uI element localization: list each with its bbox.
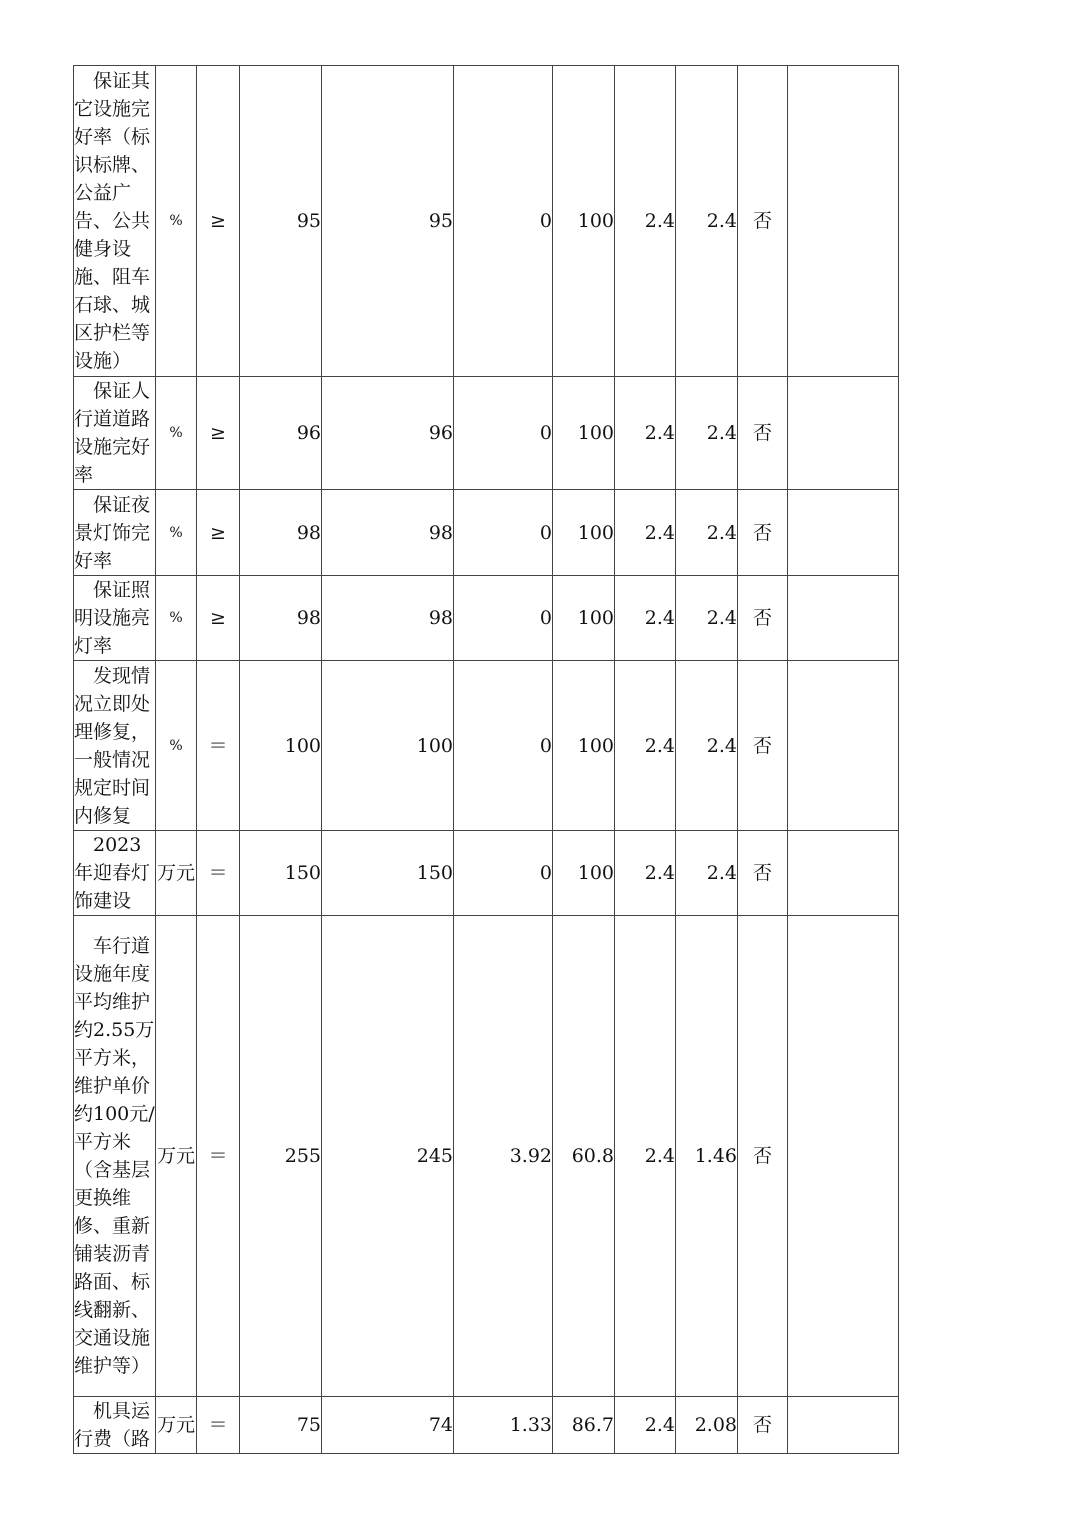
unit-cell: % bbox=[156, 66, 197, 377]
note-cell bbox=[788, 661, 899, 831]
completion-rate: 100 bbox=[553, 576, 615, 661]
weight-value: 2.4 bbox=[615, 831, 676, 916]
indicator-name: 保证人行道道路设施完好率 bbox=[74, 377, 156, 490]
unit-cell: 万元 bbox=[156, 831, 197, 916]
actual-value: 245 bbox=[322, 916, 454, 1397]
score-value: 2.4 bbox=[676, 490, 738, 576]
target-value: 98 bbox=[240, 576, 322, 661]
operator-cell: ≥ bbox=[197, 490, 240, 576]
target-value: 100 bbox=[240, 661, 322, 831]
unit-cell: 万元 bbox=[156, 916, 197, 1397]
note-cell bbox=[788, 66, 899, 377]
score-value: 2.4 bbox=[676, 377, 738, 490]
deviation-value: 0 bbox=[454, 490, 553, 576]
score-value: 2.08 bbox=[676, 1397, 738, 1454]
weight-value: 2.4 bbox=[615, 377, 676, 490]
indicator-name: 机具运行费（路 bbox=[74, 1397, 156, 1454]
operator-cell: ≥ bbox=[197, 66, 240, 377]
actual-value: 96 bbox=[322, 377, 454, 490]
completion-rate: 100 bbox=[553, 377, 615, 490]
note-cell bbox=[788, 916, 899, 1397]
table-row bbox=[74, 1397, 899, 1454]
table-row bbox=[74, 576, 899, 661]
completion-rate: 100 bbox=[553, 831, 615, 916]
actual-value: 150 bbox=[322, 831, 454, 916]
actual-value: 95 bbox=[322, 66, 454, 377]
completion-rate: 86.7 bbox=[553, 1397, 615, 1454]
actual-value: 98 bbox=[322, 576, 454, 661]
indicator-name: 保证夜景灯饰完好率 bbox=[74, 490, 156, 576]
note-cell bbox=[788, 1397, 899, 1454]
target-value: 98 bbox=[240, 490, 322, 576]
unit-cell: % bbox=[156, 490, 197, 576]
score-value: 1.46 bbox=[676, 916, 738, 1397]
note-cell bbox=[788, 576, 899, 661]
flag-cell: 否 bbox=[738, 916, 788, 1397]
target-value: 95 bbox=[240, 66, 322, 377]
unit-cell: % bbox=[156, 377, 197, 490]
completion-rate: 60.8 bbox=[553, 916, 615, 1397]
score-value: 2.4 bbox=[676, 831, 738, 916]
completion-rate: 100 bbox=[553, 490, 615, 576]
table-row bbox=[74, 916, 899, 1397]
unit-cell: 万元 bbox=[156, 1397, 197, 1454]
flag-cell: 否 bbox=[738, 66, 788, 377]
actual-value: 100 bbox=[322, 661, 454, 831]
indicator-name: 保证其它设施完好率（标识标牌、公益广告、公共健身设施、阻车石球、城区护栏等设施） bbox=[74, 66, 156, 377]
score-value: 2.4 bbox=[676, 576, 738, 661]
note-cell bbox=[788, 377, 899, 490]
table-row bbox=[74, 490, 899, 576]
score-value: 2.4 bbox=[676, 661, 738, 831]
indicator-name: 保证照明设施亮灯率 bbox=[74, 576, 156, 661]
deviation-value: 0 bbox=[454, 576, 553, 661]
deviation-value: 3.92 bbox=[454, 916, 553, 1397]
score-value: 2.4 bbox=[676, 66, 738, 377]
target-value: 75 bbox=[240, 1397, 322, 1454]
indicator-name: 车行道设施年度平均维护约2.55万平方米，维护单价约100元/平方米（含基层更换维修、重新铺装沥青路面、标线翻新、交通设施维护等） bbox=[74, 916, 156, 1397]
deviation-value: 0 bbox=[454, 661, 553, 831]
weight-value: 2.4 bbox=[615, 490, 676, 576]
operator-cell: ＝ bbox=[197, 916, 240, 1397]
table-row bbox=[74, 661, 899, 831]
target-value: 255 bbox=[240, 916, 322, 1397]
unit-cell: % bbox=[156, 661, 197, 831]
weight-value: 2.4 bbox=[615, 66, 676, 377]
flag-cell: 否 bbox=[738, 1397, 788, 1454]
operator-cell: ＝ bbox=[197, 1397, 240, 1454]
table-row bbox=[74, 831, 899, 916]
weight-value: 2.4 bbox=[615, 916, 676, 1397]
note-cell bbox=[788, 490, 899, 576]
operator-cell: ＝ bbox=[197, 831, 240, 916]
target-value: 96 bbox=[240, 377, 322, 490]
indicator-name: 2023年迎春灯饰建设 bbox=[74, 831, 156, 916]
completion-rate: 100 bbox=[553, 66, 615, 377]
weight-value: 2.4 bbox=[615, 1397, 676, 1454]
unit-cell: % bbox=[156, 576, 197, 661]
deviation-value: 0 bbox=[454, 831, 553, 916]
target-value: 150 bbox=[240, 831, 322, 916]
deviation-value: 1.33 bbox=[454, 1397, 553, 1454]
weight-value: 2.4 bbox=[615, 576, 676, 661]
flag-cell: 否 bbox=[738, 490, 788, 576]
indicator-name: 发现情况立即处理修复，一般情况规定时间内修复 bbox=[74, 661, 156, 831]
table-row bbox=[74, 66, 899, 377]
deviation-value: 0 bbox=[454, 66, 553, 377]
performance-table bbox=[73, 65, 899, 1454]
operator-cell: ≥ bbox=[197, 576, 240, 661]
operator-cell: ＝ bbox=[197, 661, 240, 831]
operator-cell: ≥ bbox=[197, 377, 240, 490]
actual-value: 74 bbox=[322, 1397, 454, 1454]
flag-cell: 否 bbox=[738, 576, 788, 661]
deviation-value: 0 bbox=[454, 377, 553, 490]
weight-value: 2.4 bbox=[615, 661, 676, 831]
flag-cell: 否 bbox=[738, 377, 788, 490]
flag-cell: 否 bbox=[738, 661, 788, 831]
table-row bbox=[74, 377, 899, 490]
note-cell bbox=[788, 831, 899, 916]
completion-rate: 100 bbox=[553, 661, 615, 831]
flag-cell: 否 bbox=[738, 831, 788, 916]
actual-value: 98 bbox=[322, 490, 454, 576]
